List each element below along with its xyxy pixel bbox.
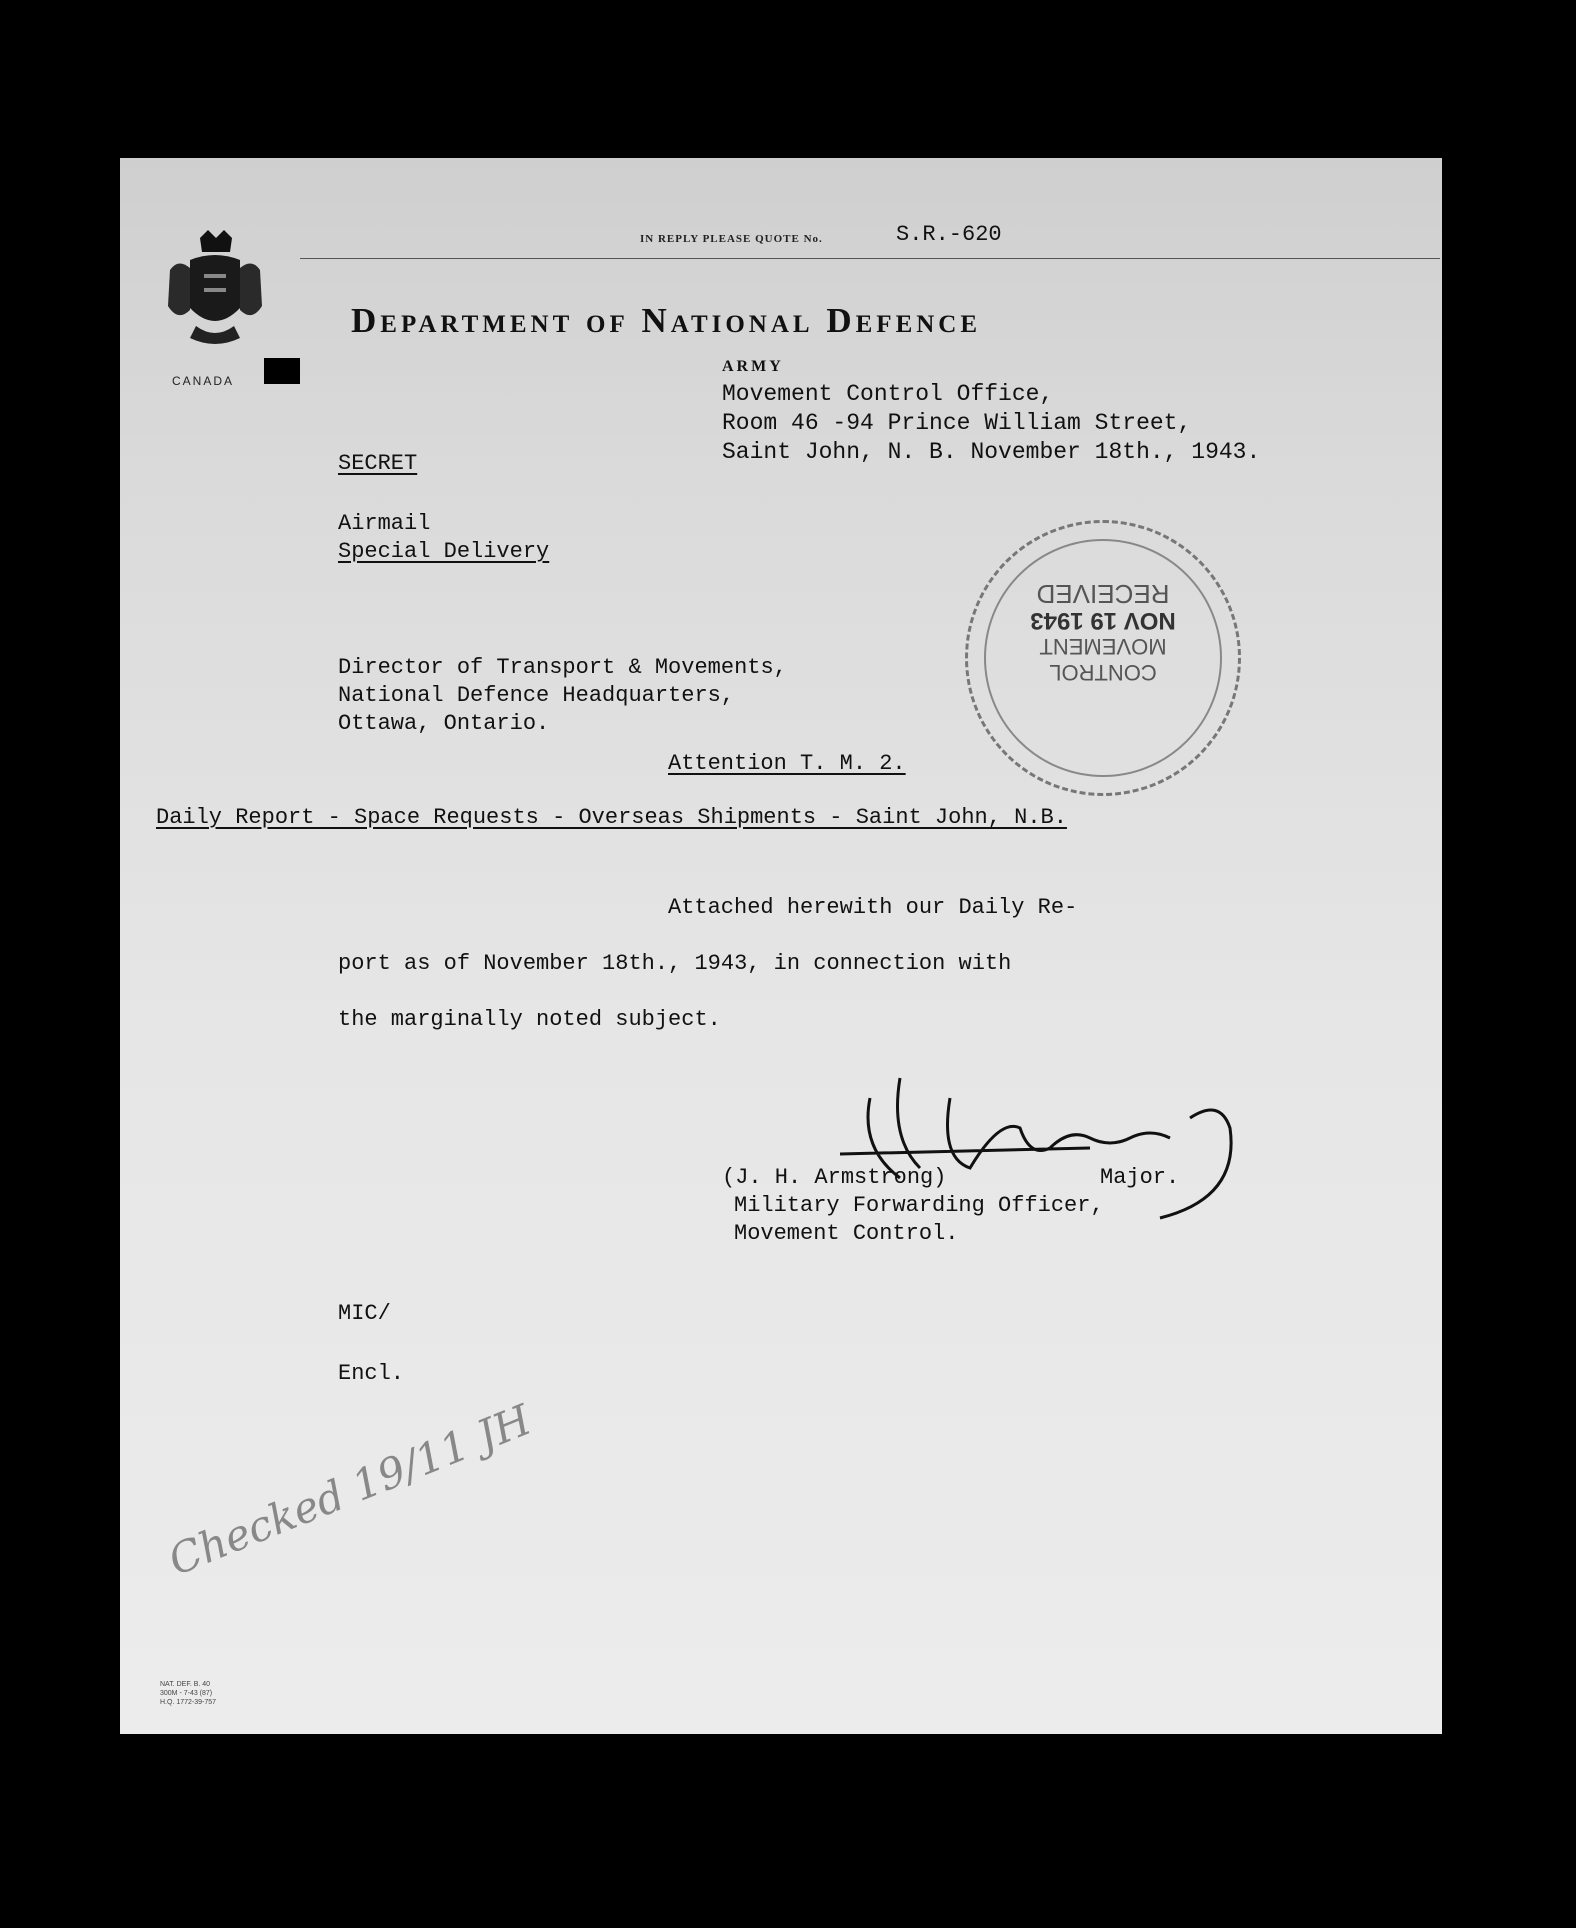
unit-label: ARMY: [722, 358, 784, 375]
reply-number: S.R.-620: [896, 222, 1002, 247]
canada-crest-icon: [160, 230, 270, 355]
form-code-line-3: H.Q. 1772-39-757: [160, 1699, 217, 1706]
subject-line: Daily Report - Space Requests - Overseas Shipments - Saint John, N.B.: [156, 805, 1067, 830]
body-line-1: Attached herewith our Daily Re-: [668, 895, 1078, 920]
stamp-date: NOV 19 1943: [1030, 607, 1176, 634]
enclosure-note: Encl.: [338, 1361, 405, 1386]
signatory-rank: Major.: [1100, 1165, 1180, 1190]
letter-sheet: [120, 158, 1442, 1734]
form-code: [160, 1680, 216, 1707]
classification-label: SECRET: [338, 451, 418, 476]
attention-line: Attention T. M. 2.: [668, 751, 906, 776]
handwritten-checked-note: Checked 19/11 JH: [161, 1394, 538, 1585]
delivery-line-1: Airmail: [338, 511, 431, 536]
reply-label: IN REPLY PLEASE QUOTE No.: [640, 233, 823, 245]
department-title: Department of National Defence: [351, 301, 982, 340]
address-line-1: Movement Control Office,: [722, 381, 1054, 407]
received-stamp: [965, 520, 1241, 796]
address-line-2: Room 46 -94 Prince William Street,: [722, 410, 1192, 436]
body-line-3: the marginally noted subject.: [338, 1007, 721, 1032]
recipient-line-3: Ottawa, Ontario.: [338, 711, 550, 736]
stamp-line-1: RECEIVED: [1036, 579, 1170, 609]
address-line-3: Saint John, N. B. November 18th., 1943.: [722, 439, 1261, 465]
stamp-line-3: MOVEMENT: [1039, 634, 1167, 659]
crest-caption: CANADA: [172, 374, 235, 388]
recipient-line-2: National Defence Headquarters,: [338, 683, 735, 708]
recipient-line-1: Director of Transport & Movements,: [338, 655, 787, 680]
body-line-2: port as of November 18th., 1943, in connection with: [338, 951, 1012, 976]
form-code-line-1: NAT. DEF. B. 40: [160, 1681, 211, 1688]
form-code-line-2: 300M - 7-43 (87): [160, 1690, 213, 1697]
header-rule: [300, 258, 1440, 259]
redaction-mark: [264, 358, 300, 384]
signatory-office: Movement Control.: [734, 1221, 959, 1246]
typist-initials: MIC/: [338, 1301, 391, 1326]
stamp-line-4: CONTROL: [1049, 660, 1157, 685]
delivery-line-2: Special Delivery: [338, 539, 550, 564]
signatory-name: (J. H. Armstrong): [722, 1165, 947, 1190]
signatory-title: Military Forwarding Officer,: [734, 1193, 1104, 1218]
